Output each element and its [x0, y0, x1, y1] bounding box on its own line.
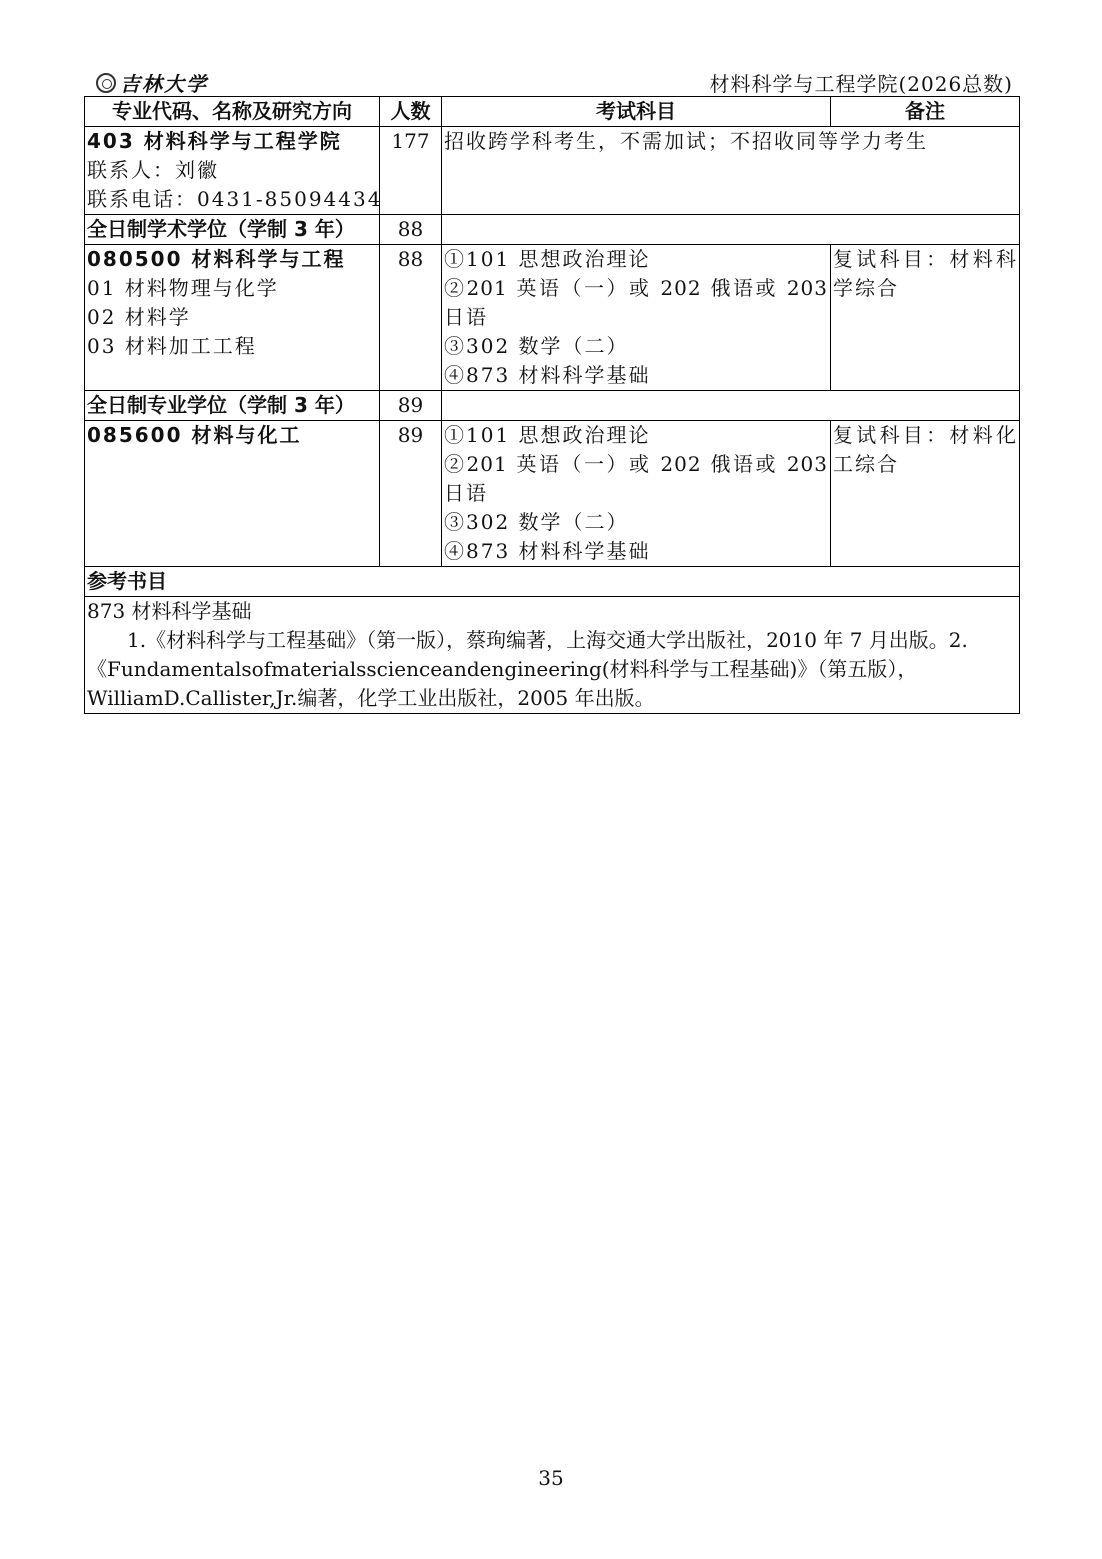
college-row [85, 127, 1020, 215]
academic-degree-label: 全日制学术学位（学制 3 年） [85, 215, 380, 245]
professional-degree-count: 89 [380, 391, 442, 421]
major-085600-row [85, 421, 1020, 567]
major-080500-row [85, 245, 1020, 391]
exam-subject: ②201 英语（一）或 202 俄语或 203 [444, 276, 828, 300]
contact-person: 联系人：刘徽 [87, 158, 219, 182]
admission-table [84, 96, 1020, 714]
exam-subject: ①101 思想政治理论 [444, 423, 651, 447]
exam-subject: 日语 [444, 305, 488, 329]
header-count: 人数 [380, 97, 442, 127]
reference-text: 1.《材料科学与工程基础》（第一版），蔡珣编著，上海交通大学出版社，2010 年 7 月出版。2.《Fundamentalsofmaterialsscienceandengineering(材料科学与工程基础)》（第五版），WilliamD.Callister,Jr.编著，化学工业出版社，2005 年出版。 [87, 628, 968, 710]
exam-subject: ③302 数学（二） [444, 510, 629, 534]
research-direction: 01 材料物理与化学 [87, 276, 279, 300]
references-title-row [85, 567, 1020, 597]
reference-subject: 873 材料科学基础 [87, 599, 252, 623]
logo-text: 吉林大学 [120, 72, 208, 96]
references-body-row [85, 597, 1020, 714]
empty-cell [442, 215, 1020, 245]
major-count: 88 [380, 245, 442, 391]
exam-subject: ①101 思想政治理论 [444, 247, 651, 271]
references-title: 参考书目 [85, 567, 1020, 597]
professional-degree-row [85, 391, 1020, 421]
exam-subject: ④873 材料科学基础 [444, 363, 651, 387]
exam-subject: ④873 材料科学基础 [444, 539, 651, 563]
major-name: 080500 材料科学与工程 [87, 247, 346, 271]
remark-line: 工综合 [833, 452, 899, 476]
college-name: 403 材料科学与工程学院 [87, 129, 342, 153]
header-major: 专业代码、名称及研究方向 [85, 97, 380, 127]
header-remarks: 备注 [831, 97, 1020, 127]
exam-subject: 日语 [444, 481, 488, 505]
professional-degree-label: 全日制专业学位（学制 3 年） [85, 391, 380, 421]
header-subjects: 考试科目 [442, 97, 831, 127]
table-header-row [85, 97, 1020, 127]
college-count: 177 [380, 127, 442, 215]
research-direction: 02 材料学 [87, 305, 191, 329]
header-title: 材料科学与工程学院(2026总数) [709, 72, 1013, 96]
academic-degree-count: 88 [380, 215, 442, 245]
college-note: 招收跨学科考生，不需加试；不招收同等学力考生 [442, 127, 1020, 215]
university-logo [96, 68, 208, 97]
exam-subject: ③302 数学（二） [444, 334, 629, 358]
university-seal-icon [96, 73, 116, 93]
remark-line: 复试科目：材料科 [833, 247, 1017, 271]
page-number: 35 [538, 1466, 564, 1490]
major-count: 89 [380, 421, 442, 567]
academic-degree-row [85, 215, 1020, 245]
contact-phone: 联系电话：0431-85094434 [87, 187, 383, 211]
remark-line: 学综合 [833, 276, 899, 300]
exam-subject: ②201 英语（一）或 202 俄语或 203 [444, 452, 828, 476]
page-header [84, 64, 1019, 96]
remark-line: 复试科目：材料化 [833, 423, 1017, 447]
empty-cell [442, 391, 1020, 421]
major-name: 085600 材料与化工 [87, 423, 302, 447]
research-direction: 03 材料加工工程 [87, 334, 257, 358]
